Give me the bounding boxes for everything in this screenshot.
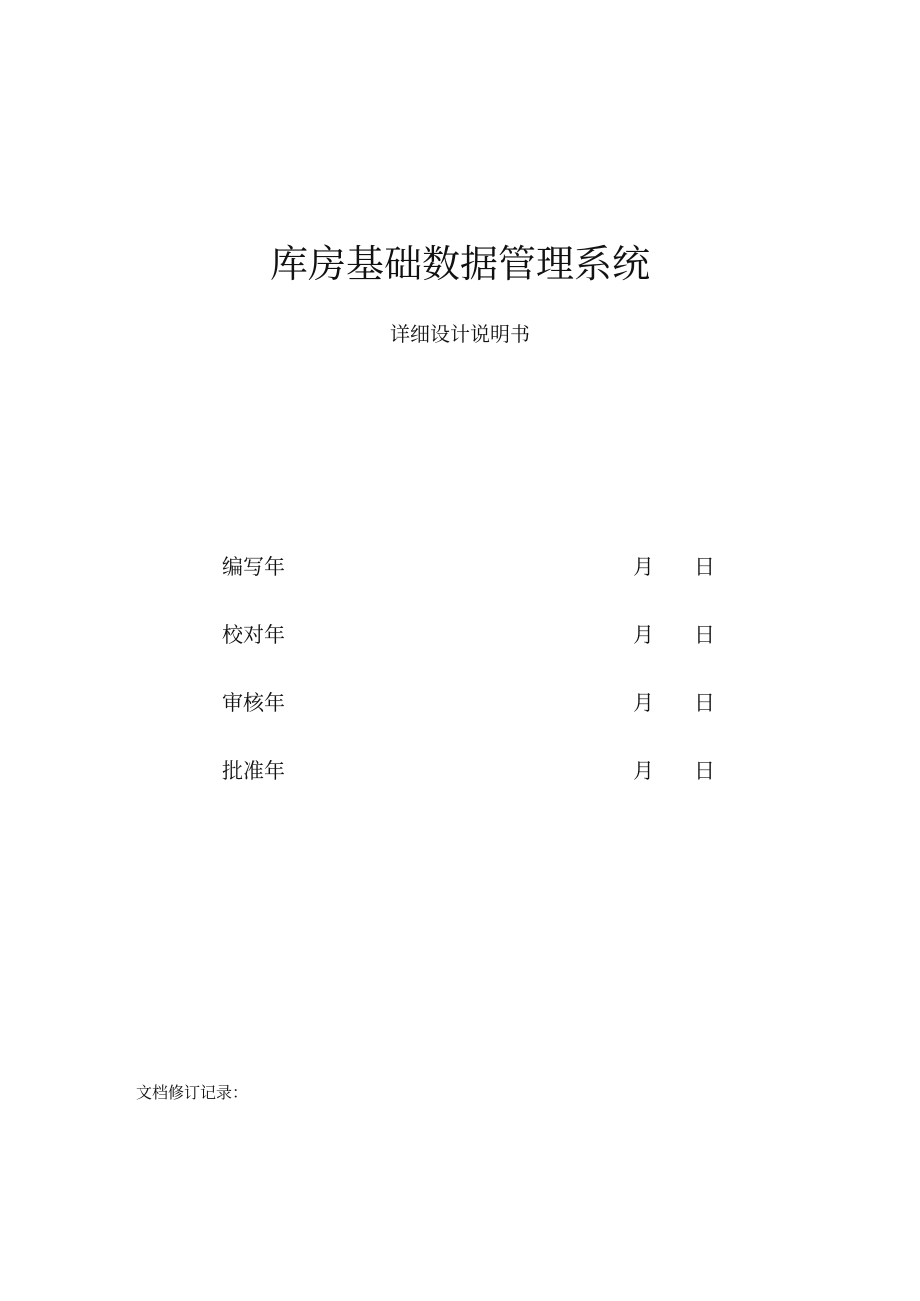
signature-day: 日 — [694, 691, 715, 715]
signature-label: 编写年 — [222, 555, 285, 579]
signature-month: 月 — [633, 555, 654, 579]
signature-day: 日 — [694, 555, 715, 579]
signature-month: 月 — [633, 691, 654, 715]
document-subtitle: 详细设计说明书 — [390, 322, 530, 346]
signature-day: 日 — [694, 623, 715, 647]
document-title: 库房基础数据管理系统 — [269, 242, 650, 286]
signature-month: 月 — [633, 623, 654, 647]
signature-row-write — [222, 551, 722, 583]
signature-day: 日 — [694, 759, 715, 783]
signature-row-proofread — [222, 619, 722, 651]
signature-label: 校对年 — [222, 623, 285, 647]
signature-month: 月 — [633, 759, 654, 783]
revision-record-label: 文档修订记录： — [136, 1083, 249, 1102]
signature-row-approve — [222, 755, 722, 787]
signature-label: 审核年 — [222, 691, 285, 715]
signature-row-review — [222, 687, 722, 719]
signature-label: 批准年 — [222, 759, 285, 783]
